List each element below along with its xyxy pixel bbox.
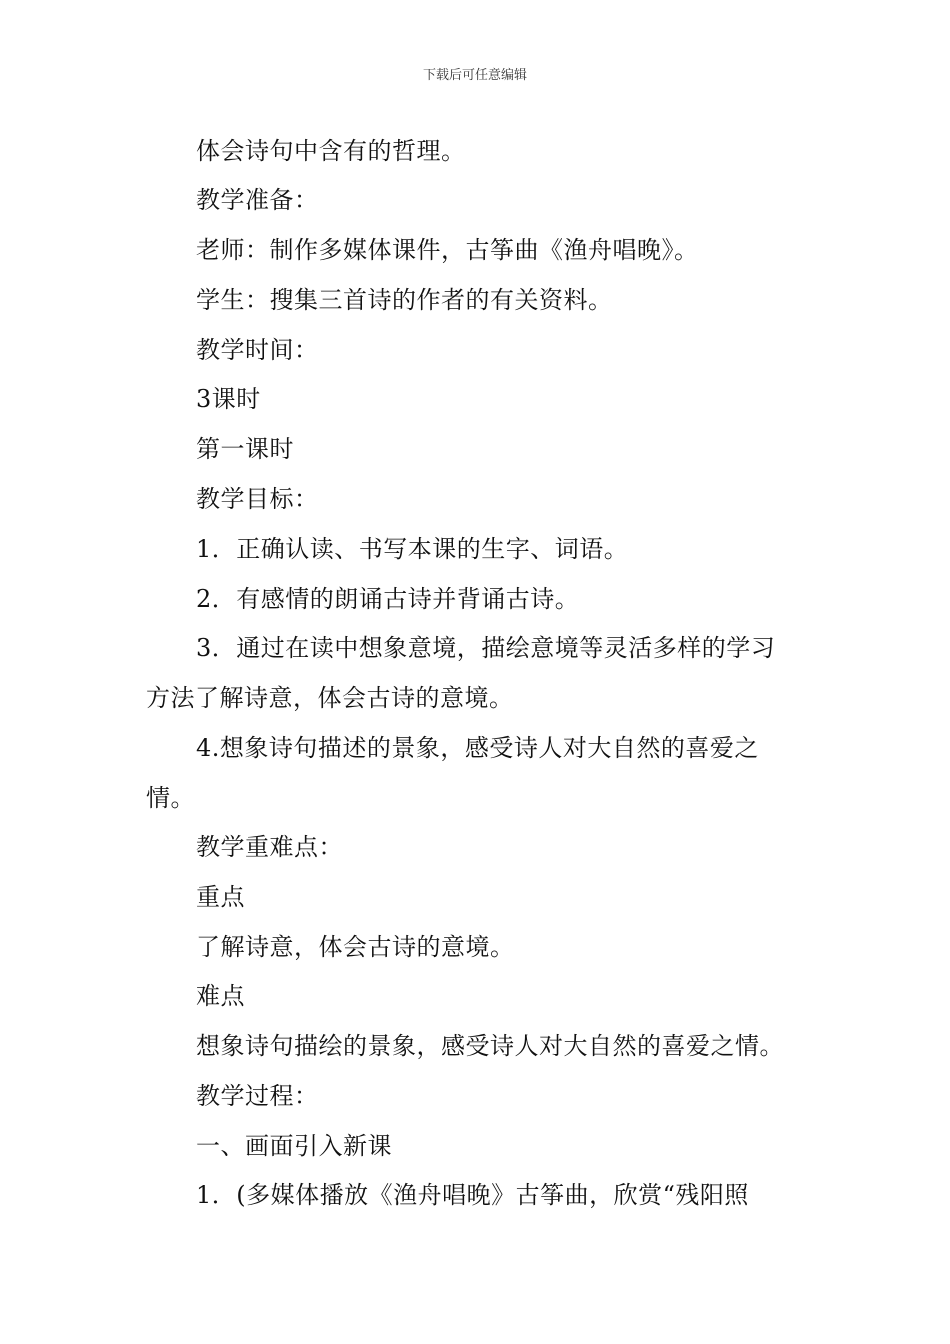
text-line: 3课时	[196, 385, 261, 413]
text-line: 教学过程：	[196, 1082, 319, 1110]
text-line: 2．有感情的朗诵古诗并背诵古诗。	[196, 585, 580, 613]
text-line: 方法了解诗意，体会古诗的意境。	[146, 684, 514, 712]
text-line: 3．通过在读中想象意境，描绘意境等灵活多样的学习	[196, 634, 776, 662]
text-line: 想象诗句描绘的景象，感受诗人对大自然的喜爱之情。	[196, 1032, 784, 1060]
text-line: 教学目标：	[196, 485, 319, 513]
text-line: 体会诗句中含有的哲理。	[196, 137, 466, 165]
text-line: 老师：制作多媒体课件，古筝曲《渔舟唱晚》。	[196, 236, 699, 264]
text-line: 1．(多媒体播放《渔舟唱晚》古筝曲，欣赏“残阳照	[196, 1181, 749, 1209]
text-line: 学生：搜集三首诗的作者的有关资料。	[196, 286, 613, 314]
text-line: 难点	[196, 982, 245, 1010]
text-line: 教学准备：	[196, 186, 319, 214]
page-header: 下载后可任意编辑	[422, 68, 527, 83]
text-line: 重点	[196, 883, 245, 911]
text-line: 教学重难点：	[196, 833, 343, 861]
text-line: 4.想象诗句描述的景象，感受诗人对大自然的喜爱之	[196, 734, 759, 762]
text-line: 教学时间：	[196, 336, 319, 364]
text-line: 1．正确认读、书写本课的生字、词语。	[196, 535, 629, 563]
text-line: 第一课时	[196, 435, 294, 463]
text-line: 了解诗意，体会古诗的意境。	[196, 933, 515, 961]
text-line: 情。	[146, 784, 195, 812]
text-line: 一、画面引入新课	[196, 1132, 392, 1160]
